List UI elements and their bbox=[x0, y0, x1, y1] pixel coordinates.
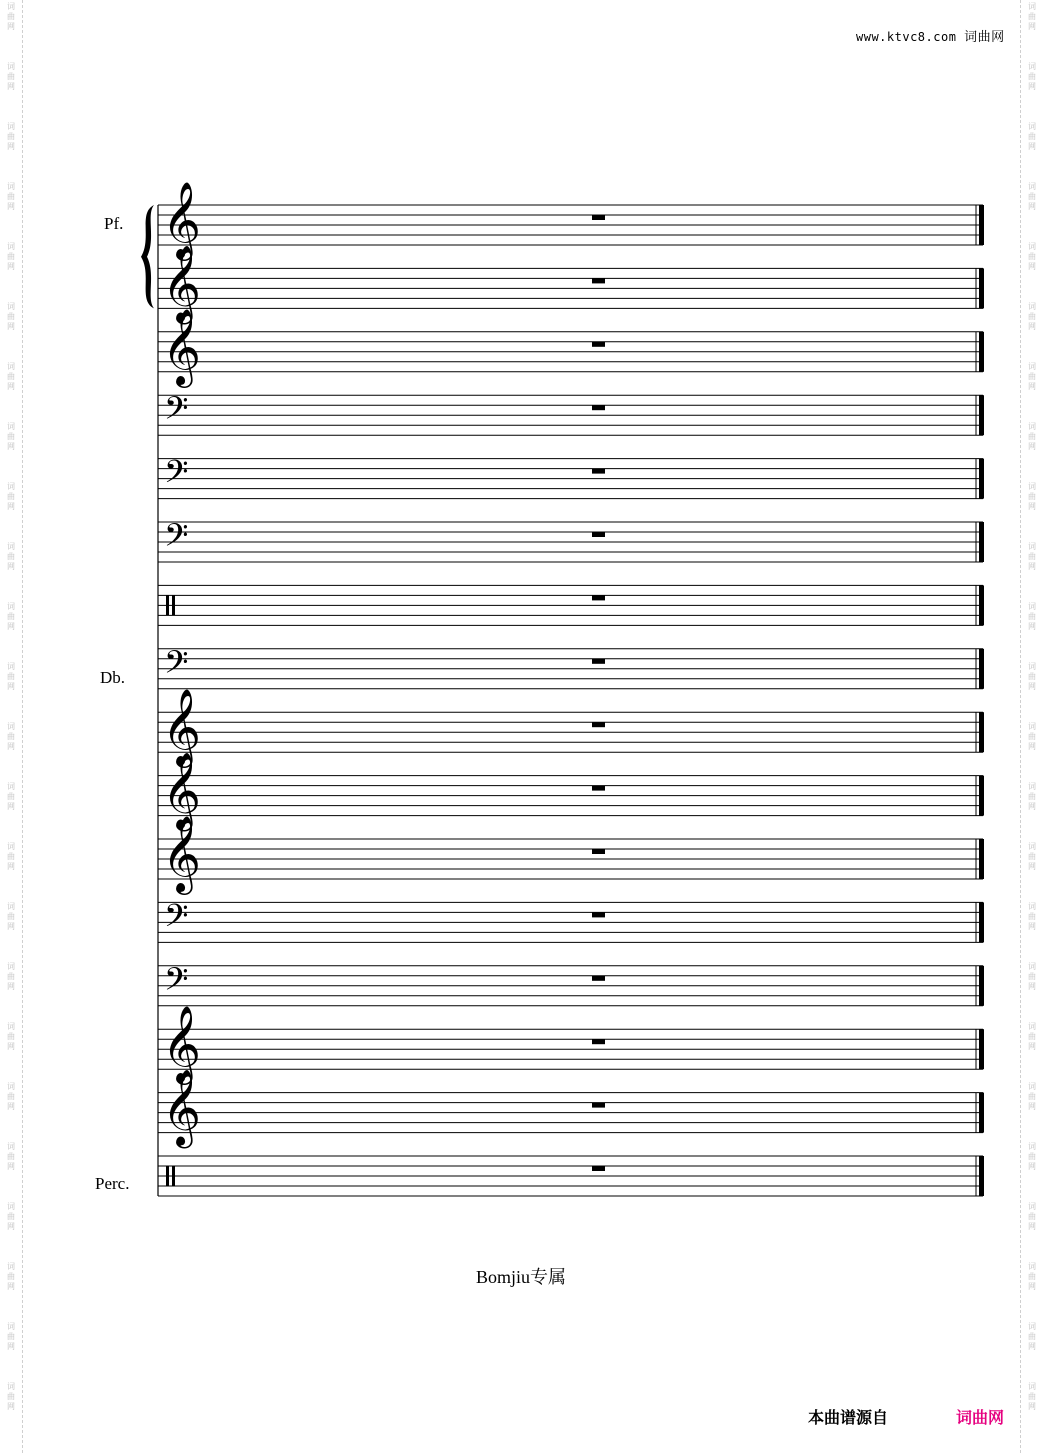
thick-barline bbox=[979, 1093, 984, 1133]
watermark-mark: 词 曲 网 bbox=[7, 1202, 15, 1231]
watermark-mark: 词 曲 网 bbox=[7, 1142, 15, 1171]
watermark-mark: 词 曲 网 bbox=[7, 1262, 15, 1291]
source-site-link[interactable]: 词曲网 bbox=[956, 1408, 1005, 1427]
watermark-mark: 词 曲 网 bbox=[1028, 62, 1036, 91]
source-label: 本曲谱源自 bbox=[808, 1408, 889, 1427]
thick-barline bbox=[979, 395, 984, 435]
watermark-mark: 词 曲 网 bbox=[7, 122, 15, 151]
site-name[interactable]: 词曲网 bbox=[964, 30, 1005, 45]
watermark-mark: 词 曲 网 bbox=[7, 1322, 15, 1351]
measure-rest bbox=[592, 278, 605, 283]
treble-clef-icon: 𝄞 bbox=[162, 244, 202, 322]
measure-rest bbox=[592, 1103, 605, 1108]
site-url[interactable]: www.ktvc8.com bbox=[856, 30, 957, 44]
watermark-mark: 词 曲 网 bbox=[7, 482, 15, 511]
watermark-mark: 词 曲 网 bbox=[7, 962, 15, 991]
thick-barline bbox=[979, 459, 984, 499]
watermark-mark: 词 曲 网 bbox=[7, 782, 15, 811]
percussion-clef-icon bbox=[166, 1166, 169, 1186]
bass-clef-icon: 𝄢 bbox=[164, 960, 189, 1005]
thick-barline bbox=[979, 839, 984, 879]
thick-barline bbox=[979, 1029, 984, 1069]
watermark-mark: 词 曲 网 bbox=[7, 602, 15, 631]
measure-rest bbox=[592, 342, 605, 347]
thick-barline bbox=[979, 902, 984, 942]
watermark-mark: 词 曲 网 bbox=[7, 62, 15, 91]
bass-clef-icon: 𝄢 bbox=[164, 517, 189, 561]
treble-clef-icon: 𝄞 bbox=[162, 688, 202, 766]
thick-barline bbox=[979, 332, 984, 372]
treble-clef-icon: 𝄞 bbox=[162, 815, 202, 892]
watermark-mark: 词 曲 网 bbox=[7, 902, 15, 931]
watermark-mark: 词 曲 网 bbox=[7, 662, 15, 691]
thick-barline bbox=[979, 1156, 984, 1196]
measure-rest bbox=[592, 912, 605, 917]
watermark-mark: 词 曲 网 bbox=[1028, 422, 1036, 451]
watermark-mark: 词 曲 网 bbox=[1028, 1202, 1036, 1231]
thick-barline bbox=[979, 966, 984, 1006]
measure-rest bbox=[592, 405, 605, 410]
measure-rest bbox=[592, 722, 605, 727]
measure-rest bbox=[592, 469, 605, 474]
measure-rest bbox=[592, 786, 605, 791]
watermark-mark: 词 曲 网 bbox=[1028, 782, 1036, 811]
watermark-mark: 词 曲 网 bbox=[1028, 1082, 1036, 1111]
thick-barline bbox=[979, 205, 984, 245]
measure-rest bbox=[592, 976, 605, 981]
watermark-mark: 词 曲 网 bbox=[1028, 362, 1036, 391]
watermark-mark: 词 曲 网 bbox=[1028, 1022, 1036, 1051]
bass-clef-icon: 𝄢 bbox=[164, 897, 189, 942]
watermark-mark: 词 曲 网 bbox=[1028, 1142, 1036, 1171]
watermark-mark: 词 曲 网 bbox=[1028, 722, 1036, 751]
watermark-mark: 词 曲 网 bbox=[1028, 662, 1036, 691]
treble-clef-icon: 𝄞 bbox=[162, 1068, 202, 1146]
bass-clef-icon: 𝄢 bbox=[164, 453, 189, 498]
thick-barline bbox=[979, 776, 984, 816]
watermark-mark: 词 曲 网 bbox=[7, 242, 15, 271]
treble-clef-icon: 𝄞 bbox=[162, 181, 202, 258]
watermark-mark: 词 曲 网 bbox=[1028, 122, 1036, 151]
measure-rest bbox=[592, 849, 605, 854]
watermark-mark: 词 曲 网 bbox=[1028, 1382, 1036, 1411]
watermark-mark: 词 曲 网 bbox=[7, 1082, 15, 1111]
measure-rest bbox=[592, 659, 605, 664]
watermark-mark: 词 曲 网 bbox=[7, 1382, 15, 1411]
measure-rest bbox=[592, 1039, 605, 1044]
instrument-label-piano: Pf. bbox=[104, 214, 124, 233]
treble-clef-icon: 𝄞 bbox=[162, 1005, 202, 1083]
watermark-mark: 词 曲 网 bbox=[1028, 482, 1036, 511]
percussion-clef-icon bbox=[172, 1166, 175, 1186]
watermark-mark: 词 曲 网 bbox=[1028, 902, 1036, 931]
watermark-mark: 词 曲 网 bbox=[1028, 2, 1036, 31]
bass-clef-icon: 𝄢 bbox=[164, 390, 189, 435]
watermark-mark: 词 曲 网 bbox=[1028, 842, 1036, 871]
watermark-mark: 词 曲 网 bbox=[1028, 962, 1036, 991]
percussion-clef-icon bbox=[166, 595, 169, 615]
measure-rest bbox=[592, 215, 605, 220]
thick-barline bbox=[979, 712, 984, 752]
instrument-label-percussion: Perc. bbox=[95, 1174, 130, 1193]
thick-barline bbox=[979, 268, 984, 308]
footer-text: Bomjiu专属 bbox=[475, 1267, 566, 1287]
treble-clef-icon: 𝄞 bbox=[162, 307, 202, 385]
watermark-mark: 词 曲 网 bbox=[7, 422, 15, 451]
watermark-mark: 词 曲 网 bbox=[1028, 602, 1036, 631]
watermark-mark: 词 曲 网 bbox=[7, 722, 15, 751]
thick-barline bbox=[979, 585, 984, 625]
watermark-mark: 词 曲 网 bbox=[1028, 302, 1036, 331]
watermark-mark: 词 曲 网 bbox=[1028, 1262, 1036, 1291]
watermark-mark: 词 曲 网 bbox=[7, 1022, 15, 1051]
watermark-mark: 词 曲 网 bbox=[7, 362, 15, 391]
watermark-mark: 词 曲 网 bbox=[7, 842, 15, 871]
treble-clef-icon: 𝄞 bbox=[162, 751, 202, 829]
thick-barline bbox=[979, 522, 984, 562]
measure-rest bbox=[592, 532, 605, 537]
watermark-mark: 词 曲 网 bbox=[1028, 242, 1036, 271]
measure-rest bbox=[592, 1166, 605, 1171]
instrument-label-double-bass: Db. bbox=[100, 668, 126, 687]
percussion-clef-icon bbox=[172, 595, 175, 615]
watermark-mark: 词 曲 网 bbox=[7, 182, 15, 211]
watermark-mark: 词 曲 网 bbox=[1028, 542, 1036, 571]
bass-clef-icon: 𝄢 bbox=[164, 643, 189, 688]
watermark-mark: 词 曲 网 bbox=[1028, 182, 1036, 211]
piano-brace-icon bbox=[141, 205, 154, 308]
watermark-mark: 词 曲 网 bbox=[1028, 1322, 1036, 1351]
measure-rest bbox=[592, 595, 605, 600]
watermark-mark: 词 曲 网 bbox=[7, 2, 15, 31]
thick-barline bbox=[979, 649, 984, 689]
watermark-mark: 词 曲 网 bbox=[7, 302, 15, 331]
watermark-mark: 词 曲 网 bbox=[7, 542, 15, 571]
